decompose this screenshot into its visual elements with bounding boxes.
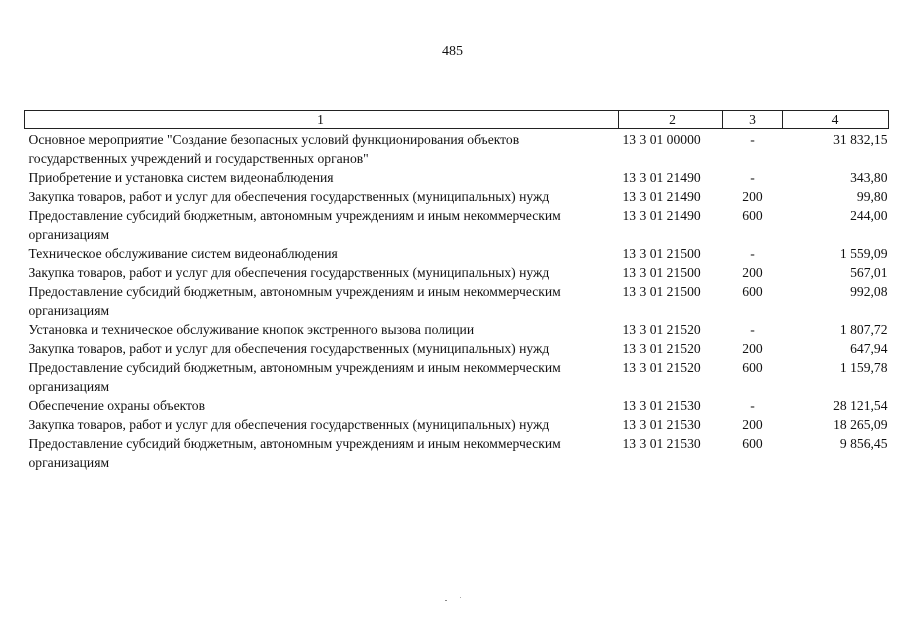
row-type-cell: - (750, 170, 755, 185)
table-row (25, 206, 889, 244)
row-code-cell: 13 3 01 21500 (622, 284, 701, 299)
row-code-cell: 13 3 01 21530 (622, 417, 701, 432)
row-amount-cell: 28 121,54 (833, 398, 888, 413)
row-name-cell: Закупка товаров, работ и услуг для обеспечения государственных (муниципальных) нужд (28, 189, 550, 204)
row-type-cell: - (750, 398, 755, 413)
row-name-cell: Установка и техническое обслуживание кнопок экстренного вызова полиции (28, 322, 475, 337)
row-name-cell: Закупка товаров, работ и услуг для обеспечения государственных (муниципальных) нужд (28, 265, 550, 280)
table-body (25, 129, 889, 473)
row-code-cell: 13 3 01 21500 (622, 265, 701, 280)
row-type-cell: 600 (742, 360, 763, 375)
table-row (25, 320, 889, 339)
header-col-2: 2 (619, 111, 723, 129)
table-row (25, 244, 889, 263)
table-row (25, 187, 889, 206)
row-code-cell: 13 3 01 21490 (622, 170, 701, 185)
row-type-cell: - (750, 246, 755, 261)
header-col-1: 1 (25, 111, 619, 129)
row-code-cell: 13 3 01 21530 (622, 398, 701, 413)
row-name-cell: Основное мероприятие "Создание безопасных условий функционирования объектов государственных учреждений и государственных органов" (28, 132, 520, 166)
table-row (25, 415, 889, 434)
scan-speck (445, 600, 447, 601)
row-code-cell: 13 3 01 21490 (622, 189, 701, 204)
table-row (25, 263, 889, 282)
row-amount-cell: 244,00 (850, 208, 888, 223)
row-name-cell: Закупка товаров, работ и услуг для обеспечения государственных (муниципальных) нужд (28, 341, 550, 356)
row-type-cell: - (750, 322, 755, 337)
row-code-cell: 13 3 01 21520 (622, 360, 701, 375)
row-name-cell: Обеспечение охраны объектов (28, 398, 206, 413)
row-name-cell: Приобретение и установка систем видеонаблюдения (28, 170, 334, 185)
row-code-cell: 13 3 01 21520 (622, 341, 701, 356)
table-row (25, 282, 889, 320)
row-type-cell: 600 (742, 284, 763, 299)
row-code-cell: 13 3 01 21520 (622, 322, 701, 337)
row-type-cell: 600 (742, 208, 763, 223)
row-code-cell: 13 3 01 21490 (622, 208, 701, 223)
row-name-cell: Предоставление субсидий бюджетным, автономным учреждениям и иным некоммерческим организациям (28, 284, 561, 318)
table-header (25, 111, 889, 129)
row-code-cell: 13 3 01 00000 (622, 132, 701, 147)
header-col-3: 3 (723, 111, 783, 129)
row-code-cell: 13 3 01 21500 (622, 246, 701, 261)
row-type-cell: 600 (742, 436, 763, 451)
header-col-4: 4 (783, 111, 889, 129)
row-amount-cell: 1 559,09 (839, 246, 888, 261)
row-name-cell: Предоставление субсидий бюджетным, автономным учреждениям и иным некоммерческим организациям (28, 436, 561, 470)
row-amount-cell: 18 265,09 (833, 417, 888, 432)
row-amount-cell: 343,80 (850, 170, 888, 185)
row-amount-cell: 9 856,45 (839, 436, 888, 451)
row-name-cell: Предоставление субсидий бюджетным, автономным учреждениям и иным некоммерческим организациям (28, 360, 561, 394)
table-row (25, 396, 889, 415)
row-name-cell: Предоставление субсидий бюджетным, автономным учреждениям и иным некоммерческим организациям (28, 208, 561, 242)
scan-speck (460, 597, 461, 598)
row-type-cell: 200 (742, 265, 763, 280)
row-amount-cell: 1 807,72 (839, 322, 888, 337)
table-row (25, 129, 889, 169)
row-name-cell: Техническое обслуживание систем видеонаблюдения (28, 246, 338, 261)
table-row (25, 358, 889, 396)
row-code-cell: 13 3 01 21530 (622, 436, 701, 451)
row-amount-cell: 1 159,78 (839, 360, 888, 375)
row-amount-cell: 992,08 (850, 284, 888, 299)
row-amount-cell: 647,94 (850, 341, 888, 356)
table-row (25, 168, 889, 187)
page-number: 485 (442, 44, 463, 59)
header-row (25, 111, 889, 129)
row-type-cell: - (750, 132, 755, 147)
table-row (25, 339, 889, 358)
budget-table (24, 110, 889, 472)
row-type-cell: 200 (742, 417, 763, 432)
row-type-cell: 200 (742, 189, 763, 204)
row-type-cell: 200 (742, 341, 763, 356)
table-row (25, 434, 889, 472)
row-amount-cell: 31 832,15 (833, 132, 888, 147)
row-amount-cell: 99,80 (856, 189, 888, 204)
row-name-cell: Закупка товаров, работ и услуг для обеспечения государственных (муниципальных) нужд (28, 417, 550, 432)
row-amount-cell: 567,01 (850, 265, 888, 280)
